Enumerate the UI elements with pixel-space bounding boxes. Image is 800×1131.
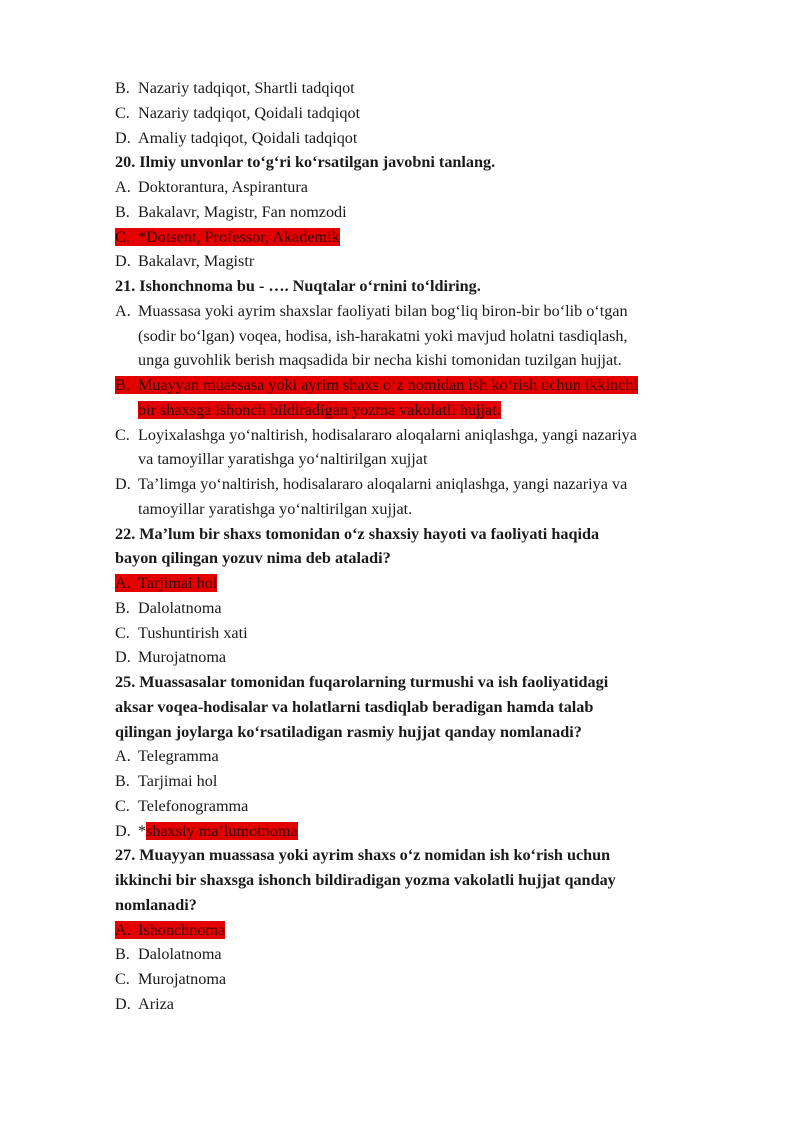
option-line-content bbox=[115, 921, 225, 939]
question-heading bbox=[115, 843, 725, 917]
question-line: 27. Muayyan muassasa yoki ayrim shaxs o‘z nomidan ish ko‘rish uchun bbox=[115, 846, 611, 865]
answer-option bbox=[115, 596, 725, 621]
option-line-content bbox=[115, 945, 222, 963]
option-line bbox=[115, 744, 725, 769]
option-line-content bbox=[138, 401, 501, 419]
option-line bbox=[115, 571, 725, 596]
question-heading bbox=[115, 274, 725, 299]
option-letter: D. bbox=[115, 475, 131, 493]
option-text: Tushuntirish xati bbox=[138, 623, 248, 642]
question-line: 22. Ma’lum bir shaxs tomonidan o‘z shaxsiy hayoti va faoliyati haqida bbox=[115, 524, 600, 543]
option-line-content bbox=[115, 822, 298, 840]
option-line bbox=[115, 942, 725, 967]
option-line-content bbox=[115, 624, 248, 642]
option-line-content bbox=[115, 252, 254, 270]
option-text: tamoyillar yaratishga yo‘naltirilgan xujjat. bbox=[138, 499, 413, 518]
option-letter: A. bbox=[115, 747, 131, 766]
option-line bbox=[115, 249, 725, 274]
option-text: va tamoyillar yaratishga yo‘naltirilgan xujjat bbox=[138, 450, 428, 469]
option-text: unga guvohlik berish maqsadida bir necha kishi tomonidan tuzilgan hujjat. bbox=[138, 351, 622, 370]
option-text: Murojatnoma bbox=[138, 648, 227, 667]
option-letter: B. bbox=[115, 598, 130, 617]
answer-option bbox=[115, 819, 725, 844]
option-line bbox=[115, 348, 725, 373]
question-heading bbox=[115, 150, 725, 175]
answer-option bbox=[115, 76, 725, 101]
option-text: Tarjimai hol bbox=[138, 772, 218, 790]
option-line bbox=[115, 769, 725, 794]
answer-option bbox=[115, 101, 725, 126]
option-text: (sodir bo‘lgan) voqea, hodisa, ish-harakatni yoki mavjud holatni tasdiqlash, bbox=[138, 326, 628, 345]
question-line: nomlanadi? bbox=[115, 895, 197, 914]
option-line-content bbox=[115, 574, 217, 592]
answer-option bbox=[115, 744, 725, 769]
answer-option bbox=[115, 918, 725, 943]
answer-option bbox=[115, 571, 725, 596]
option-line-content bbox=[115, 599, 222, 617]
option-letter: B. bbox=[115, 376, 130, 394]
option-line-content bbox=[115, 995, 174, 1013]
option-line-content bbox=[115, 648, 226, 666]
answer-option bbox=[115, 967, 725, 992]
option-text: Dalolatnoma bbox=[138, 945, 222, 964]
option-line-content bbox=[115, 772, 217, 790]
answer-option bbox=[115, 126, 725, 151]
option-text: Murojatnoma bbox=[138, 970, 227, 988]
option-text: Amaliy tadqiqot, Qoidali tadqiqot bbox=[138, 128, 358, 147]
question-heading bbox=[115, 522, 725, 572]
option-line bbox=[115, 76, 725, 101]
option-line bbox=[115, 324, 725, 349]
answer-option bbox=[115, 769, 725, 794]
option-letter: D. bbox=[115, 252, 131, 271]
option-line-content bbox=[115, 104, 360, 122]
question-line: 21. Ishonchnoma bu - …. Nuqtalar o‘rnini to‘ldiring. bbox=[115, 277, 481, 295]
answer-option bbox=[115, 992, 725, 1017]
option-letter: C. bbox=[115, 227, 130, 246]
answer-option bbox=[115, 645, 725, 670]
option-line bbox=[115, 819, 725, 844]
option-line bbox=[115, 101, 725, 126]
option-line bbox=[115, 447, 725, 472]
question-line: ikkinchi bir shaxsga ishonch bildiradigan yozma vakolatli hujjat qanday bbox=[115, 871, 616, 889]
question-line: aksar voqea-hodisalar va holatlarni tasdiqlab beradigan hamda talab bbox=[115, 697, 594, 716]
option-letter: B. bbox=[115, 79, 130, 97]
question-line: 20. Ilmiy unvonlar to‘g‘ri ko‘rsatilgan javobni tanlang. bbox=[115, 153, 496, 172]
option-text: Telefonogramma bbox=[138, 796, 249, 815]
answer-option bbox=[115, 225, 725, 250]
option-text: Ishonchnoma bbox=[138, 920, 226, 939]
answer-option bbox=[115, 175, 725, 200]
option-line-content bbox=[115, 797, 248, 815]
option-line bbox=[115, 299, 725, 324]
option-text: Muassasa yoki ayrim shaxslar faoliyati bilan bog‘liq biron-bir bo‘lib o‘tgan bbox=[138, 301, 628, 320]
option-line-content bbox=[138, 500, 412, 518]
answer-option bbox=[115, 942, 725, 967]
option-text: Ariza bbox=[138, 994, 174, 1013]
option-line-content bbox=[115, 376, 638, 394]
option-letter: C. bbox=[115, 425, 130, 444]
option-text: bir shaxsga ishonch bildiradigan yozma vakolatli hujjat. bbox=[138, 400, 501, 419]
option-line-content bbox=[115, 228, 340, 246]
option-line bbox=[115, 126, 725, 151]
option-text: Bakalavr, Magistr bbox=[138, 252, 255, 271]
option-letter: A. bbox=[115, 574, 131, 592]
question-line: qilingan joylarga ko‘rsatiladigan rasmiy hujjat qanday nomlanadi? bbox=[115, 722, 582, 741]
question-line: 25. Muassasalar tomonidan fuqarolarning turmushi va ish faoliyatidagi bbox=[115, 673, 609, 691]
option-line bbox=[115, 225, 725, 250]
option-line bbox=[115, 472, 725, 497]
option-letter: C. bbox=[115, 970, 130, 988]
option-text: Nazariy tadqiqot, Qoidali tadqiqot bbox=[138, 103, 361, 122]
option-line-content bbox=[115, 747, 219, 765]
option-text: shaxsiy ma’lumotnoma bbox=[146, 821, 298, 840]
option-prefix: * bbox=[138, 821, 147, 840]
option-line-content bbox=[115, 970, 226, 988]
option-line-content bbox=[138, 327, 628, 345]
answer-option bbox=[115, 249, 725, 274]
option-letter: A. bbox=[115, 920, 131, 939]
option-line-content bbox=[115, 302, 628, 320]
option-text: Doktorantura, Aspirantura bbox=[138, 178, 308, 196]
answer-option bbox=[115, 794, 725, 819]
option-line-content bbox=[138, 351, 622, 369]
option-text: Muayyan muassasa yoki ayrim shaxs o‘z nomidan ish ko‘rish uchun ikkinchi bbox=[138, 376, 638, 394]
option-text: *Dotsent, Professor, Akademik bbox=[138, 227, 340, 246]
option-letter: B. bbox=[115, 202, 130, 221]
option-line-content bbox=[115, 203, 347, 221]
question-line: bayon qilingan yozuv nima deb ataladi? bbox=[115, 549, 391, 568]
option-letter: A. bbox=[115, 178, 131, 196]
option-line bbox=[115, 200, 725, 225]
option-letter: D. bbox=[115, 821, 131, 840]
option-letter: D. bbox=[115, 128, 131, 147]
option-line bbox=[115, 423, 725, 448]
option-line-content bbox=[115, 79, 355, 97]
option-text: Telegramma bbox=[138, 747, 219, 766]
option-line bbox=[115, 621, 725, 646]
answer-option bbox=[115, 200, 725, 225]
option-line-content bbox=[115, 475, 627, 493]
answer-option bbox=[115, 373, 725, 423]
option-line-content bbox=[115, 129, 357, 147]
option-line bbox=[115, 175, 725, 200]
answer-option bbox=[115, 472, 725, 522]
option-line bbox=[115, 794, 725, 819]
option-letter: C. bbox=[115, 103, 130, 122]
option-line bbox=[115, 596, 725, 621]
option-text: Tarjimai hol bbox=[138, 574, 218, 592]
option-line-content bbox=[115, 426, 637, 444]
option-line bbox=[115, 497, 725, 522]
option-letter: D. bbox=[115, 994, 131, 1013]
option-letter: C. bbox=[115, 623, 130, 642]
option-line bbox=[115, 992, 725, 1017]
option-text: Bakalavr, Magistr, Fan nomzodi bbox=[138, 202, 347, 221]
option-line bbox=[115, 373, 725, 398]
option-line bbox=[115, 967, 725, 992]
option-text: Dalolatnoma bbox=[138, 598, 222, 617]
option-letter: B. bbox=[115, 945, 130, 964]
document-page bbox=[115, 76, 725, 1017]
option-letter: B. bbox=[115, 772, 130, 790]
option-text: Nazariy tadqiqot, Shartli tadqiqot bbox=[138, 79, 355, 97]
answer-option bbox=[115, 299, 725, 373]
answer-option bbox=[115, 621, 725, 646]
option-letter: D. bbox=[115, 648, 131, 667]
option-letter: C. bbox=[115, 796, 130, 815]
answer-option bbox=[115, 423, 725, 473]
option-letter: A. bbox=[115, 301, 131, 320]
option-line-content bbox=[115, 178, 308, 196]
option-line bbox=[115, 398, 725, 423]
option-text: Loyixalashga yo‘naltirish, hodisalararo aloqalarni aniqlashga, yangi nazariya bbox=[138, 425, 637, 444]
question-heading bbox=[115, 670, 725, 744]
option-line bbox=[115, 918, 725, 943]
option-text: Ta’limga yo‘naltirish, hodisalararo aloqalarni aniqlashga, yangi nazariya va bbox=[138, 475, 628, 493]
option-line-content bbox=[138, 450, 428, 468]
option-line bbox=[115, 645, 725, 670]
